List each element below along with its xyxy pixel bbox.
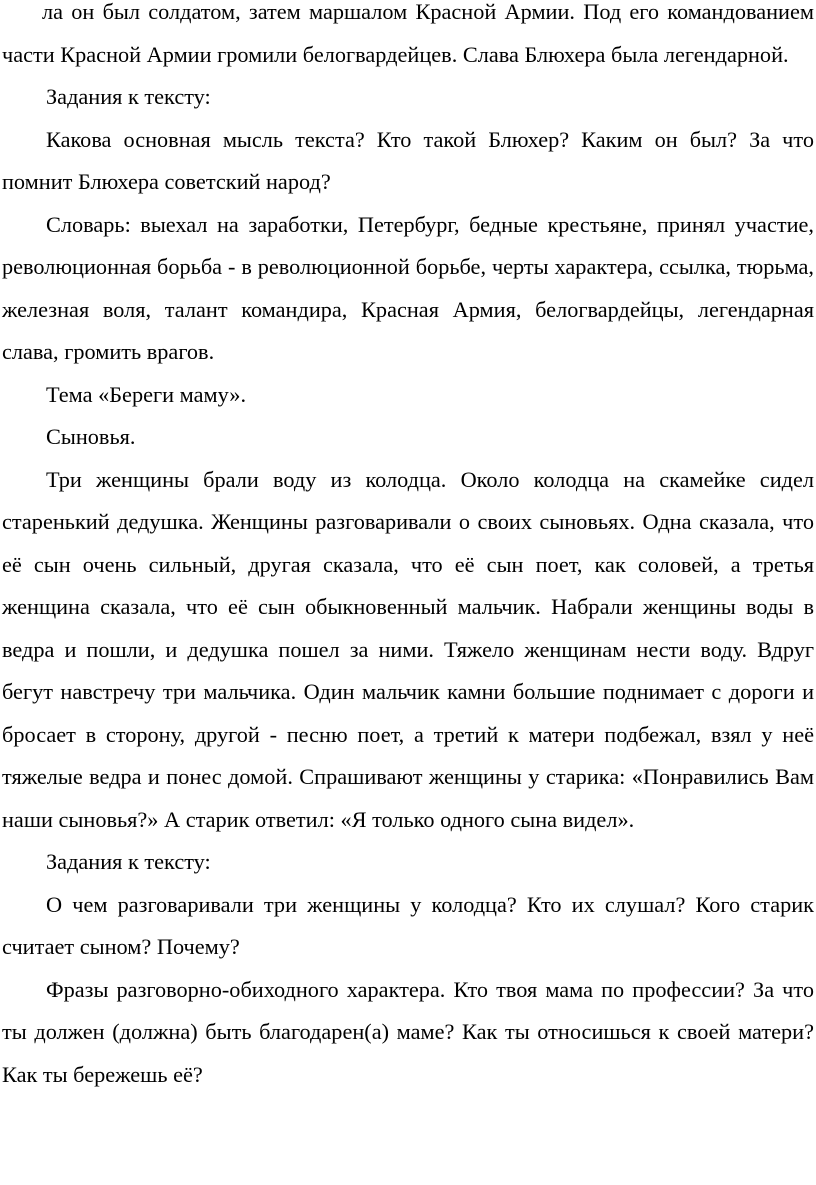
tasks-heading: Задания к тексту: bbox=[46, 84, 211, 109]
paragraph-continuation: ла он был солдатом, затем маршалом Красной Армии. Под его командованием части Красной Армии громили белогвардейцев. Слава Блюхера была легендарной. bbox=[2, 0, 814, 67]
story-title: Сыновья. bbox=[46, 424, 136, 449]
questions-paragraph-2: О чем разговаривали три женщины у колодца? Кто их слушал? Кого старик считает сыном? Почему? bbox=[2, 891, 814, 959]
phrases-paragraph: Фразы разговорно-обиходного характера. Кто твоя мама по профессии? За что ты должен (должна) быть благодарен(а) маме? Как ты относишься к своей матери? Как ты бережешь её? bbox=[2, 976, 814, 1087]
vocabulary-paragraph: Словарь: выехал на заработки, Петербург, бедные крестьяне, принял участие, революционная борьба - в революционной борьбе, черты характера, ссылка, тюрьма, железная воля, талант командира, Красная Армия, белогвардейцы, легендарная слава, громить врагов. bbox=[2, 211, 814, 364]
questions-paragraph: Какова основная мысль текста? Кто такой Блюхер? Каким он был? За что помнит Блюхера советский народ? bbox=[2, 126, 814, 194]
document-text bbox=[2, 0, 814, 1096]
topic-heading: Тема «Береги маму». bbox=[46, 381, 247, 407]
story-paragraph: Три женщины брали воду из колодца. Около колодца на скамейке сидел старенький дедушка. Женщины разговаривали о своих сыновьях. Одна сказала, что её сын очень сильный, другая сказала, что её сын поет, как соловей, а третья женщина сказала, что её сын обыкновенный мальчик. Набрали женщины воды в ведра и пошли, и дедушка пошел за ними. Тяжело женщинам нести воду. Вдруг бегут навстречу три мальчика. Один мальчик камни большие поднимает с дороги и бросает в сторону, другой - песню поет, а третий к матери подбежал, взял у неё тяжелые ведра и понес домой. Спрашивают женщины у старика: «Понравились Вам наши сыновья?» А старик ответил: «Я только одного сына видел». bbox=[2, 466, 814, 832]
tasks-heading-2: Задания к тексту: bbox=[46, 849, 211, 874]
